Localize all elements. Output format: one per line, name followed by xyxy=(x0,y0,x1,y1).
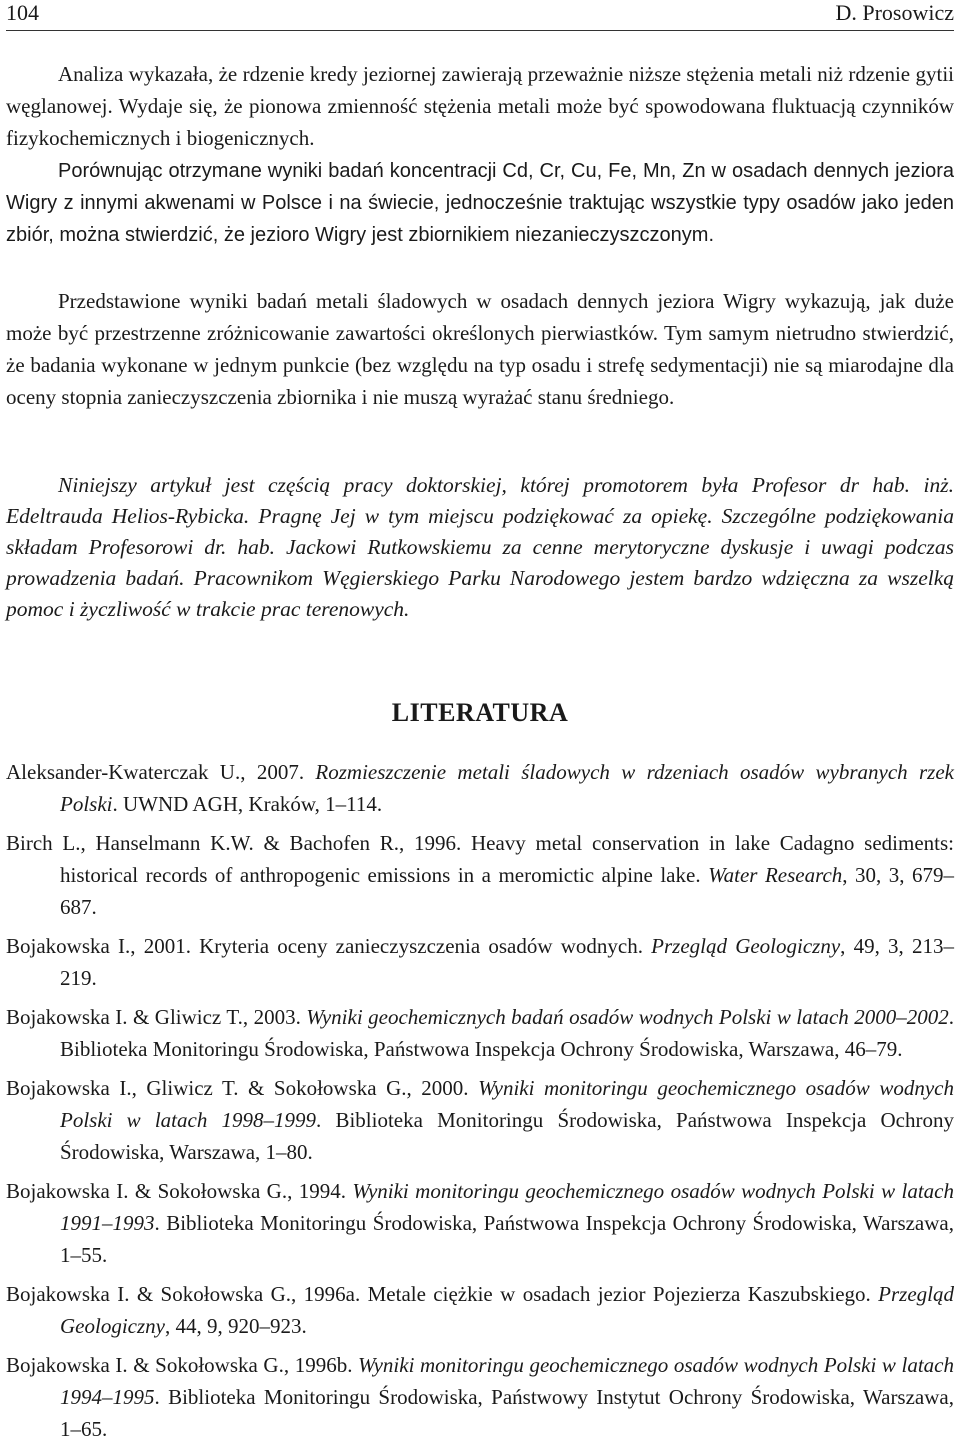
ref-title: Wyniki geochemicznych badań osadów wodnych Polski w latach 2000–2002 xyxy=(306,1005,949,1029)
ref-title: Wyniki monitoringu geochemicznego osadów wodnych Polski w latach 1998–1999 xyxy=(60,1076,954,1132)
ref-title: Przegląd Geologiczny xyxy=(651,934,841,958)
ref-details: , 30, 3, 679–687. xyxy=(60,863,954,919)
reference-item xyxy=(6,1278,954,1342)
reference-item xyxy=(6,827,954,923)
page-number: 104 xyxy=(6,0,39,25)
paragraph-2 xyxy=(6,155,954,251)
acknowledgement: Niniejszy artykuł jest częścią pracy doktorskiej, której promotorem była Profesor dr hab. inż. Edeltrauda Helios-Rybicka. Pragnę Jej w tym miejscu podziękować za opiekę. Szczególne podziękowania składam Profesorowi dr. hab. Jackowi Rutkowskiemu za cenne merytoryczne dyskusje i uwagi podczas prowadzenia badań. Pracownikom Węgierskiego Parku Narodowego jestem bardzo wdzięczna za wszelką pomoc i życzliwość w trakcie prac terenowych. xyxy=(6,473,954,621)
ref-authors: Bojakowska I., Gliwicz T. & Sokołowska G., 2000. xyxy=(6,1076,479,1100)
ref-authors: Bojakowska I., 2001. Kryteria oceny zanieczyszczenia osadów wodnych. xyxy=(6,934,652,958)
ref-authors: Aleksander-Kwaterczak U., 2007. xyxy=(6,760,316,784)
ref-details: . Biblioteka Monitoringu Środowiska, Państwowy Instytut Ochrony Środowiska, Warszawa, 1–65. xyxy=(60,1385,954,1441)
ref-title: Rozmieszczenie metali śladowych w rdzeniach osadów wybranych rzek Polski xyxy=(60,760,954,816)
reference-item xyxy=(6,1001,954,1065)
reference-item xyxy=(6,930,954,994)
ref-authors: Bojakowska I. & Sokołowska G., 1994. xyxy=(6,1179,353,1203)
ref-title: Wyniki monitoringu geochemicznego osadów wodnych Polski w latach 1994–1995 xyxy=(60,1353,954,1409)
ref-authors: Bojakowska I. & Sokołowska G., 1996b. xyxy=(6,1353,359,1377)
reference-item xyxy=(6,1349,954,1445)
ref-details: . UWND AGH, Kraków, 1–114. xyxy=(112,792,383,816)
reference-item xyxy=(6,1072,954,1168)
ref-title: Przegląd Geologiczny xyxy=(60,1282,954,1338)
paragraph-3 xyxy=(6,285,954,413)
ref-authors: Bojakowska I. & Sokołowska G., 1996a. Metale ciężkie w osadach jezior Pojezierza Kaszubskiego. xyxy=(6,1282,879,1306)
reference-item xyxy=(6,1175,954,1271)
paragraph-text: Analiza wykazała, że rdzenie kredy jeziornej zawierają przeważnie niższe stężenia metali niż rdzenie gytii węglanowej. Wydaje się, że pionowa zmienność stężenia metali może być spowodowana fluktuacją czynników fizykochemicznych i biogenicznych. xyxy=(6,62,954,150)
paragraph-text: Porównując otrzymane wyniki badań koncentracji Cd, Cr, Cu, Fe, Mn, Zn w osadach dennych jeziora Wigry z innymi akwenami w Polsce i na świecie, jednocześnie traktując wszystkie typy osadów jako jeden zbiór, można stwierdzić, że jezioro Wigry jest zbiornikiem niezanieczyszczonym. xyxy=(6,160,954,246)
ref-title: Water Research xyxy=(708,863,843,887)
ref-details: . Biblioteka Monitoringu Środowiska, Państwowa Inspekcja Ochrony Środowiska, Warszawa, 1–55. xyxy=(60,1211,954,1267)
literature-heading: LITERATURA xyxy=(391,698,569,727)
running-author: D. Prosowicz xyxy=(835,0,954,25)
paragraph-text: Przedstawione wyniki badań metali śladowych w osadach dennych jeziora Wigry wykazują, jak duże może być przestrzenne zróżnicowanie zawartości określonych pierwiastków. Tym samym nietrudno stwierdzić, że badania wykonane w jednym punkcie (bez względu na typ osadu i strefę sedymentacji) nie są miarodajne dla oceny stopnia zanieczyszczenia zbiornika i nie muszą wyrażać stanu średniego. xyxy=(6,289,954,409)
page-header xyxy=(6,0,954,31)
reference-list xyxy=(6,756,954,1452)
ref-details: , 49, 3, 213–219. xyxy=(60,934,955,990)
ref-authors: Birch L., Hanselmann K.W. & Bachofen R., 1996. Heavy metal conservation in lake Cadagno sediments: historical records of anthropogenic emissions in a meromictic alpine lake. xyxy=(6,831,954,887)
ref-details: . Biblioteka Monitoringu Środowiska, Państwowa Inspekcja Ochrony Środowiska, Warszawa, 46–79. xyxy=(60,1005,954,1061)
ref-details: , 44, 9, 920–923. xyxy=(164,1314,307,1338)
ref-details: . Biblioteka Monitoringu Środowiska, Państwowa Inspekcja Ochrony Środowiska, Warszawa, 1–80. xyxy=(60,1108,954,1164)
ref-title: Wyniki monitoringu geochemicznego osadów wodnych Polski w latach 1991–1993 xyxy=(60,1179,954,1235)
paragraph-1 xyxy=(6,58,954,154)
reference-item xyxy=(6,756,954,820)
ref-authors: Bojakowska I. & Gliwicz T., 2003. xyxy=(6,1005,307,1029)
